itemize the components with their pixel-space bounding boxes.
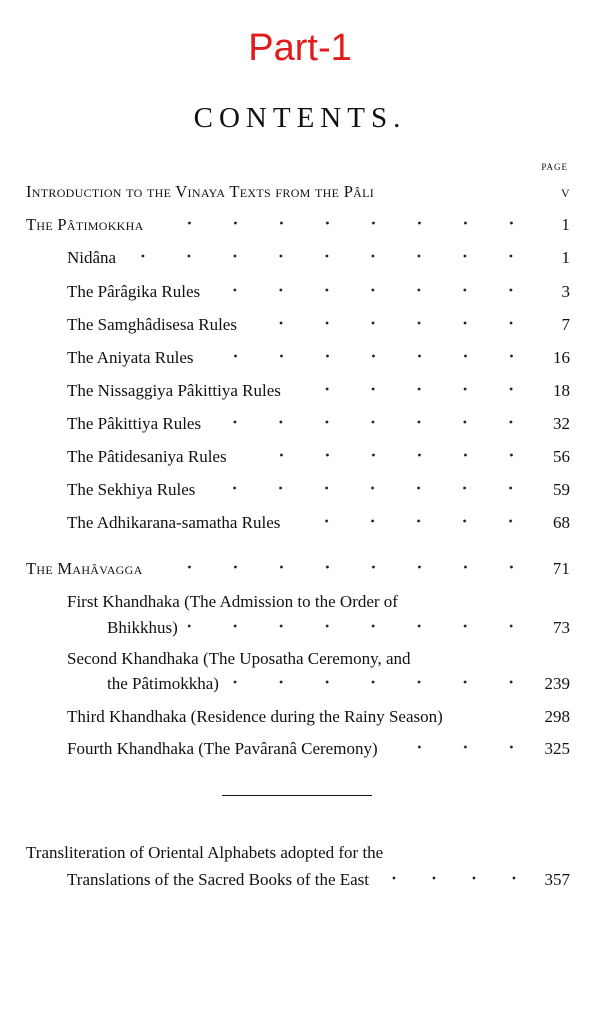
toc-entry-page: 16 xyxy=(553,348,570,367)
toc-entry-title: The Aniyata Rules xyxy=(67,348,194,367)
toc-entry-continuation: Bhikkhus) xyxy=(107,618,178,637)
toc-entry-page: 18 xyxy=(553,381,570,400)
dot-leader xyxy=(247,316,534,330)
appendix-page: 357 xyxy=(544,870,570,889)
dot-leader xyxy=(211,415,534,429)
toc-entry xyxy=(67,379,570,403)
toc-entry xyxy=(67,445,570,469)
dot-leader xyxy=(204,349,534,363)
toc-entry-title: The Samghâdisesa Rules xyxy=(67,315,237,334)
toc-entry xyxy=(107,672,570,696)
toc-entry xyxy=(67,737,570,761)
toc-entry-page: 68 xyxy=(553,513,570,532)
toc-entry xyxy=(26,180,570,204)
toc-entry-page: 298 xyxy=(544,707,570,726)
dot-leader xyxy=(290,514,534,528)
toc-entry xyxy=(26,557,570,581)
dot-leader xyxy=(449,708,538,722)
toc-entry-title: Nidâna xyxy=(67,248,117,267)
toc-entry-page: 59 xyxy=(553,480,570,499)
toc-entry-page: 325 xyxy=(544,739,570,758)
toc-entry xyxy=(67,705,570,729)
toc-entry-page: 56 xyxy=(553,447,570,466)
dot-leader xyxy=(188,619,534,633)
toc-entry-title: The Adhikarana-samatha Rules xyxy=(67,513,281,532)
dot-leader xyxy=(384,183,534,197)
dot-leader xyxy=(205,481,534,495)
toc-entry-title: The Pârâgika Rules xyxy=(67,282,201,301)
toc-entry-title: The Pâtimokkha xyxy=(26,215,144,234)
toc-entry-page: v xyxy=(561,182,570,201)
contents-heading: CONTENTS. xyxy=(193,102,407,134)
dot-leader xyxy=(379,871,534,885)
toc-entry xyxy=(67,478,570,502)
toc-entry-page: 1 xyxy=(561,248,570,267)
toc-entry xyxy=(67,346,570,370)
dot-leader xyxy=(154,216,534,230)
toc-entry-page: 7 xyxy=(561,315,570,334)
toc-entry-page: 1 xyxy=(561,215,570,234)
toc-entry-page: 32 xyxy=(553,414,570,433)
dot-leader xyxy=(237,448,534,462)
dot-leader xyxy=(210,283,534,297)
toc-entry-title: First Khandhaka (The Admission to the Order of xyxy=(67,592,398,611)
dot-leader xyxy=(126,249,534,263)
toc-entry-continuation: the Pâtimokkha) xyxy=(107,674,219,693)
toc-entry-title: Introduction to the Vinaya Texts from the Pâli xyxy=(26,182,375,201)
appendix-entry xyxy=(67,868,570,892)
toc-entry xyxy=(67,412,570,436)
toc-entry xyxy=(67,511,570,535)
toc-entry-page: 73 xyxy=(553,618,570,637)
toc-entry xyxy=(107,616,570,640)
toc-entry-page: 239 xyxy=(544,674,570,693)
toc-entry-title: Third Khandhaka (Residence during the Rainy Season) xyxy=(67,707,443,726)
toc-entry-title: Second Khandhaka (The Uposatha Ceremony, and xyxy=(67,649,411,668)
dot-leader xyxy=(291,382,534,396)
toc-entry-title: The Pâkittiya Rules xyxy=(67,414,202,433)
toc-entry xyxy=(67,280,570,304)
toc-entry-page: 71 xyxy=(552,559,570,578)
toc-entry-title: The Mahâvagga xyxy=(26,559,143,578)
appendix-continuation: Translations of the Sacred Books of the East xyxy=(67,870,370,889)
appendix-title: Transliteration of Oriental Alphabets adopted for the xyxy=(26,843,384,862)
toc-entry xyxy=(26,213,570,237)
part-label: Part-1 xyxy=(248,27,352,69)
toc-entry xyxy=(67,246,570,270)
toc-entry-title: The Nissaggiya Pâkittiya Rules xyxy=(67,381,281,400)
dot-leader xyxy=(229,675,534,689)
section-divider xyxy=(222,795,372,796)
toc-entry-page: 3 xyxy=(561,282,570,301)
dot-leader xyxy=(153,560,534,574)
dot-leader xyxy=(388,740,534,754)
toc-entry-title: The Pâtidesaniya Rules xyxy=(67,447,227,466)
toc-entry xyxy=(67,313,570,337)
toc-entry-title: Fourth Khandhaka (The Pavâranâ Ceremony) xyxy=(67,739,378,758)
page-column-label: PAGE xyxy=(541,162,568,172)
toc-entry-title: The Sekhiya Rules xyxy=(67,480,196,499)
